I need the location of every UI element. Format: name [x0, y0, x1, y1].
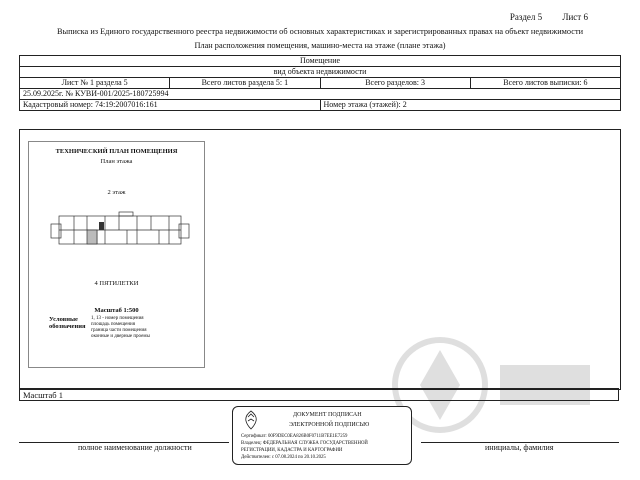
sheet-label: Лист 6	[562, 12, 588, 22]
street-label: 4 ПЯТИЛЕТКИ	[94, 280, 139, 287]
stamp-certificate: Сертификат: 00F9DEC0EA826B0F0711B7EE1E7259	[241, 434, 348, 439]
stamp-line2: ЭЛЕКТРОННОЙ ПОДПИСЬЮ	[289, 422, 370, 428]
floor-number: Номер этажа (этажей): 2	[320, 100, 621, 111]
page-header	[492, 12, 588, 22]
stamp-validity: Действителен: с 07.08.2024 по 20.10.2025	[241, 455, 326, 460]
cadastral-number: Кадастровый номер: 74:19:2007016:161	[20, 100, 321, 111]
legend-item: граница части помещения	[91, 328, 147, 333]
document-subtitle: План расположения помещения, машино-места на этаже (плане этажа)	[194, 41, 446, 50]
signature-stamp	[232, 406, 412, 465]
floor-plan-sheet	[28, 141, 205, 368]
object-type: Помещение	[20, 56, 621, 67]
position-caption: полное наименование должности	[78, 443, 192, 452]
legend-item: 1, 13 - номер помещения	[91, 316, 144, 321]
total-sheets-extract: Всего листов выписки: 6	[470, 78, 620, 89]
stamp-line1: ДОКУМЕНТ ПОДПИСАН	[293, 412, 362, 418]
document-title: Выписка из Единого государственного реестра недвижимости об основных характеристиках и зарегистрированных правах на объект недвижимости	[56, 27, 584, 36]
legend-item: площадь помещения	[91, 322, 135, 327]
emblem-watermark-icon	[380, 330, 600, 440]
scale-row: Масштаб 1	[19, 388, 619, 401]
legend-list	[91, 316, 191, 340]
name-caption: инициалы, фамилия	[485, 443, 554, 452]
total-sections: Всего разделов: 3	[320, 78, 470, 89]
plan-subheading: План этажа	[100, 158, 133, 165]
sheet-of-section: Лист № 1 раздела 5	[20, 78, 170, 89]
section-label: Раздел 5	[509, 12, 543, 22]
stamp-owner2: РЕГИСТРАЦИИ, КАДАСТРА И КАРТОГРАФИИ	[241, 448, 343, 453]
legend-item: оконные и дверные проемы	[91, 334, 150, 339]
floor-label: 2 этаж	[107, 189, 126, 196]
object-type-caption: вид объекта недвижимости	[20, 67, 621, 78]
emblem-icon	[243, 410, 259, 430]
date-number: 25.09.2025г. № КУВИ-001/2025-180725994	[20, 89, 621, 100]
stamp-owner: Владелец: ФЕДЕРАЛЬНАЯ СЛУЖБА ГОСУДАРСТВЕННОЙ	[241, 441, 368, 446]
legend-title: Условные обозначения	[49, 316, 86, 330]
plan-scale-label: Масштаб 1:500	[94, 307, 139, 314]
total-sheets-section: Всего листов раздела 5: 1	[170, 78, 320, 89]
info-table	[19, 55, 621, 111]
plan-heading: ТЕХНИЧЕСКИЙ ПЛАН ПОМЕЩЕНИЯ	[55, 148, 178, 155]
